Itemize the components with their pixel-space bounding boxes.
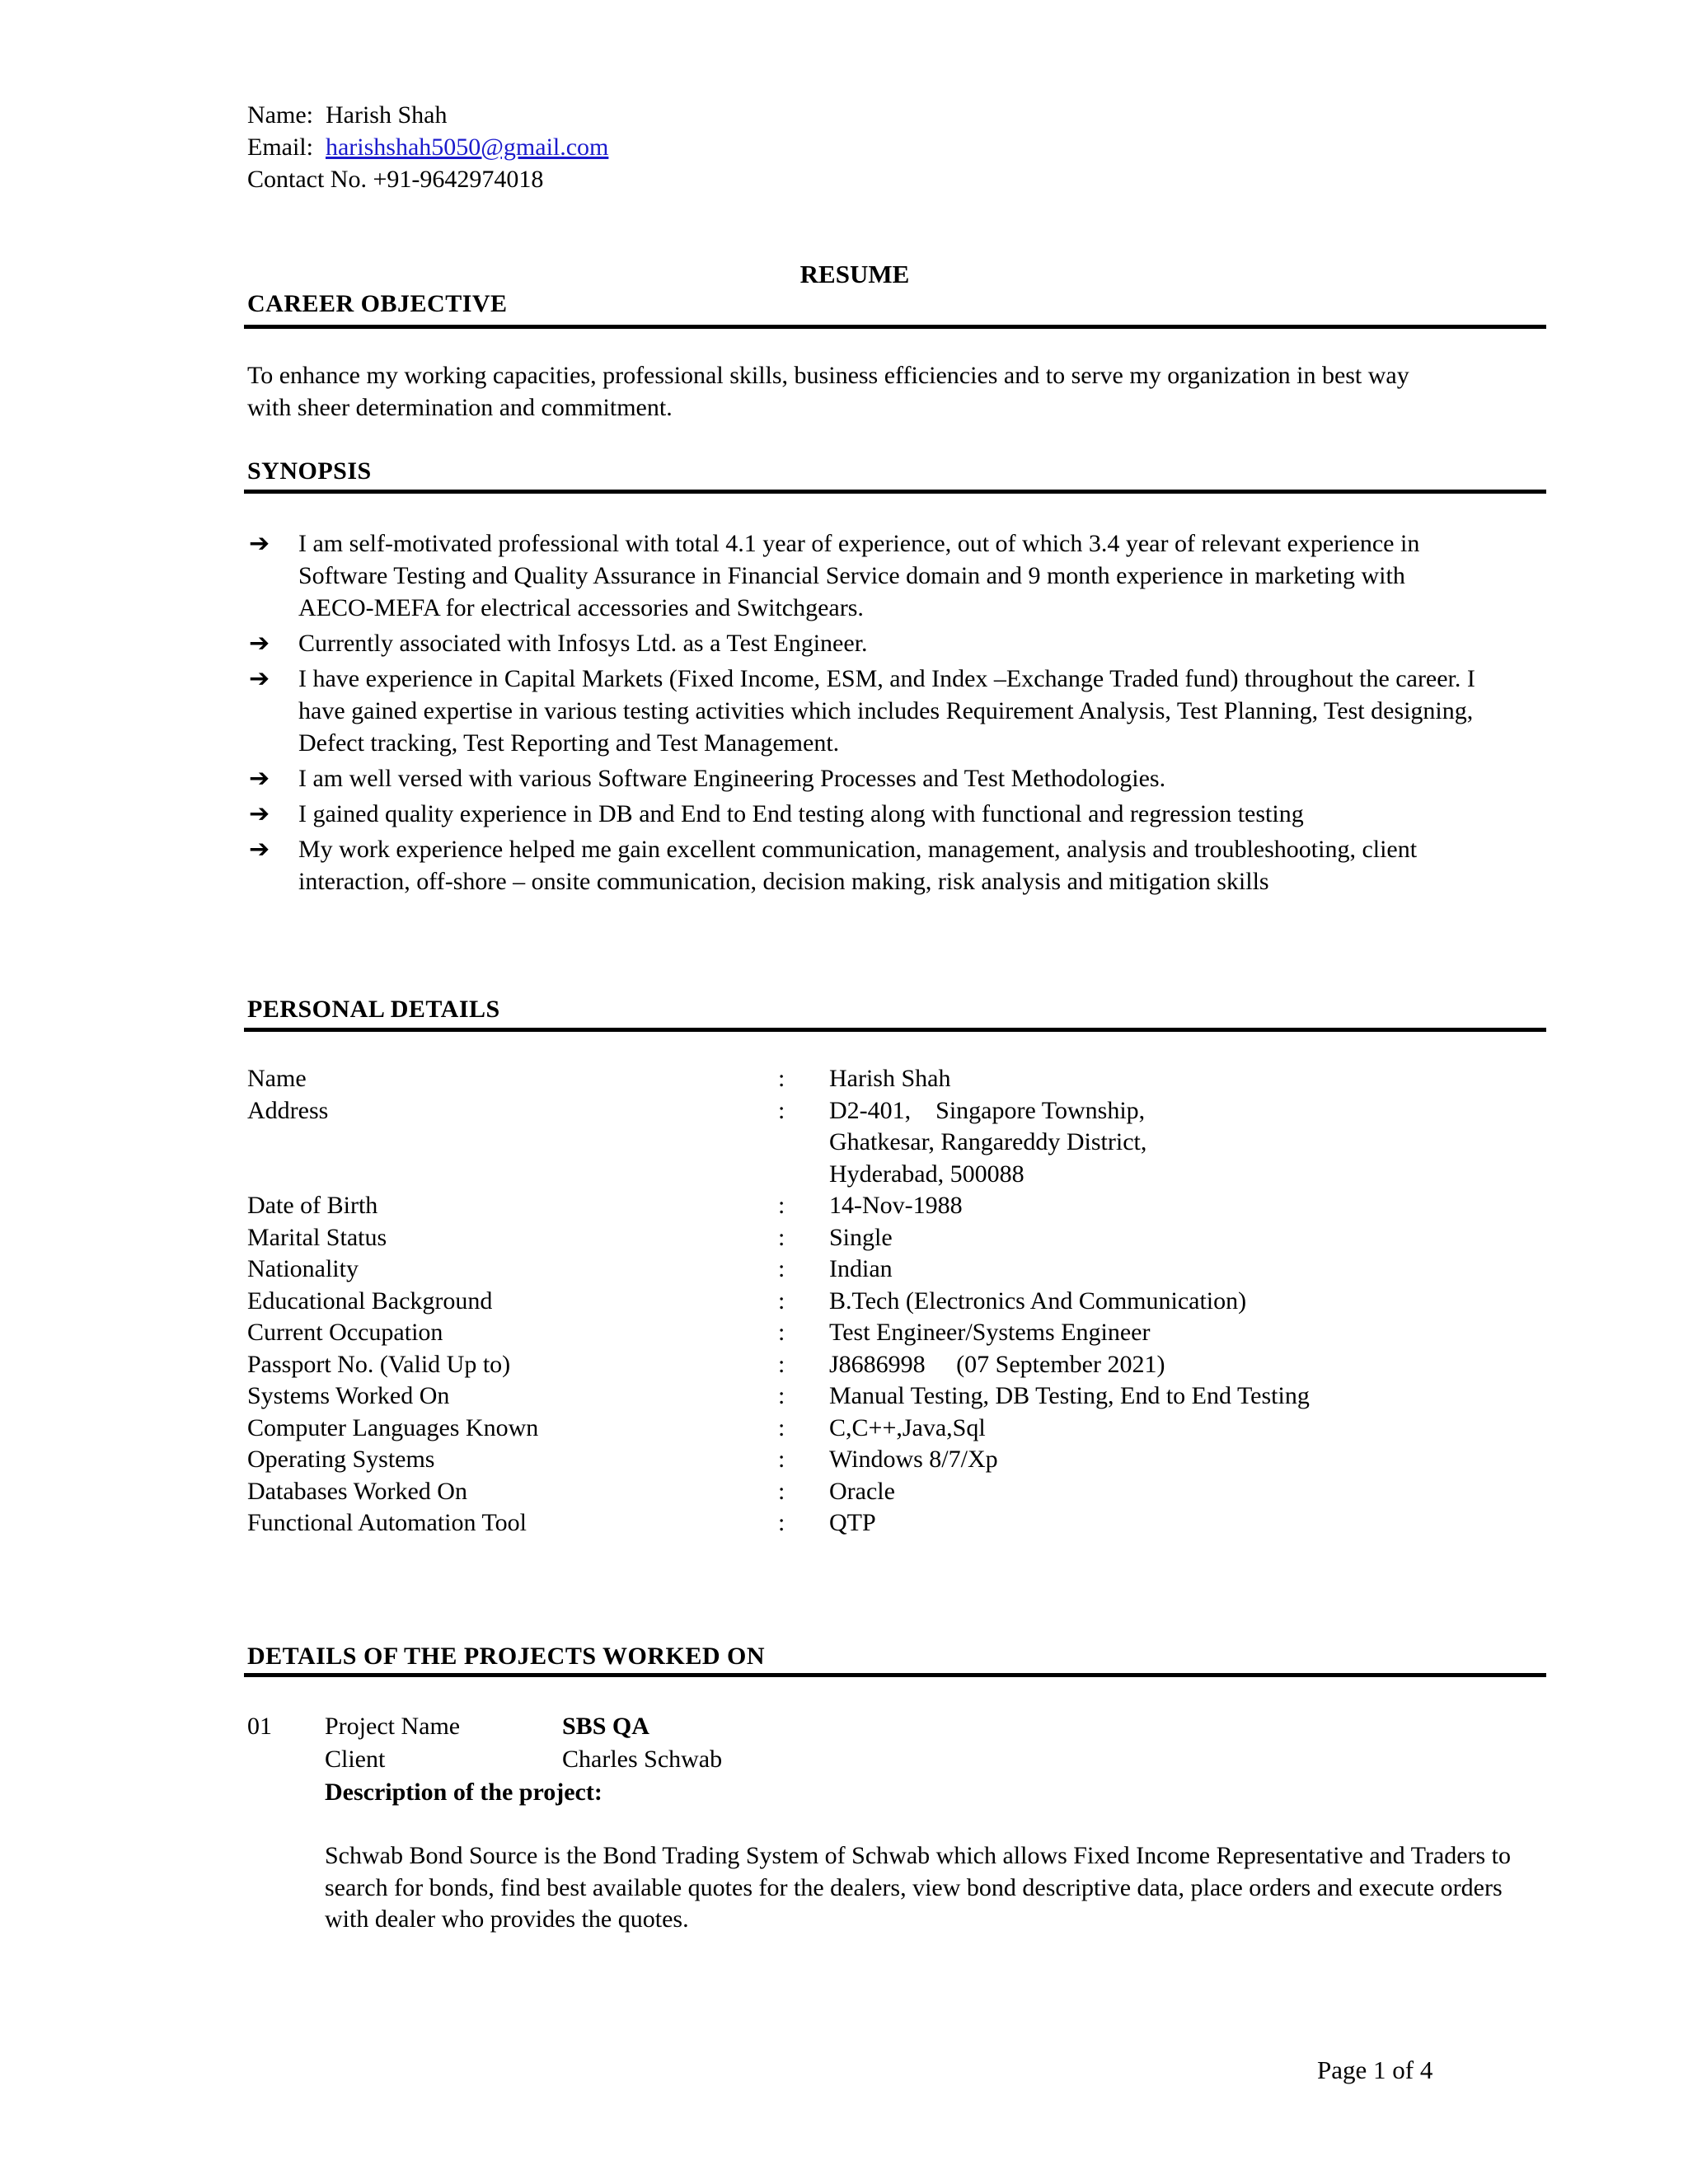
synopsis-item-text: I am self-motivated professional with total 4.1 year of experience, out of which 3.4 year of relevant experience in Software Testing and Quality Assurance in Financial Service domain and 9 month experience in marketing with AECO-MEFA for electrical accessories and Switchgears. <box>298 530 1420 621</box>
contact-email-label: Email: <box>247 134 313 161</box>
details-label: Educational Background <box>247 1286 493 1315</box>
synopsis-item-text: I am well versed with various Software Engineering Processes and Test Methodologies. <box>298 765 1166 792</box>
details-value <box>829 1190 1484 1222</box>
section-divider <box>244 490 1546 494</box>
details-label: Operating Systems <box>247 1446 435 1473</box>
details-colon: : <box>778 1350 785 1378</box>
details-value-line: Test Engineer/Systems Engineer <box>829 1319 1151 1346</box>
details-value <box>829 1507 1484 1540</box>
client-value: Charles Schwab <box>562 1746 723 1773</box>
details-value-line: Oracle <box>829 1477 895 1505</box>
details-colon: : <box>778 1192 785 1219</box>
details-colon: : <box>778 1096 785 1124</box>
details-value <box>829 1349 1484 1381</box>
details-colon: : <box>778 1286 785 1315</box>
details-value <box>829 1476 1484 1508</box>
arrow-bullet-icon: ➔ <box>249 529 270 558</box>
contact-phone-line <box>247 163 608 195</box>
project-name-value: SBS QA <box>562 1713 649 1740</box>
details-label: Date of Birth <box>247 1192 378 1219</box>
synopsis-item <box>247 663 1484 759</box>
synopsis-item <box>247 833 1484 898</box>
details-row <box>247 1476 1484 1508</box>
details-value-line: Hyderabad, 500088 <box>829 1160 1025 1188</box>
synopsis-item-text: Currently associated with Infosys Ltd. as a Test Engineer. <box>298 630 868 657</box>
details-colon: : <box>778 1382 785 1409</box>
details-label: Nationality <box>247 1255 359 1282</box>
details-label: Marital Status <box>247 1223 387 1251</box>
details-value-line: Ghatkesar, Rangareddy District, <box>829 1128 1147 1155</box>
synopsis-list <box>247 527 1484 901</box>
details-label: Functional Automation Tool <box>247 1509 528 1536</box>
email-link[interactable]: harishshah5050@gmail.com <box>325 134 609 161</box>
details-row <box>247 1413 1484 1445</box>
details-value-line: Indian <box>829 1255 893 1282</box>
details-label: Systems Worked On <box>247 1382 450 1409</box>
details-colon: : <box>778 1413 785 1441</box>
project-name-row <box>247 1710 1533 1743</box>
contact-name-line <box>247 99 608 131</box>
details-colon: : <box>778 1509 785 1536</box>
details-colon: : <box>778 1319 785 1346</box>
details-label: Databases Worked On <box>247 1477 467 1505</box>
arrow-bullet-icon: ➔ <box>249 629 270 658</box>
details-value-line: Windows 8/7/Xp <box>829 1446 998 1473</box>
details-value <box>829 1413 1484 1445</box>
contact-phone-value: +91-9642974018 <box>373 166 544 193</box>
details-row <box>247 1317 1484 1349</box>
synopsis-item <box>247 527 1484 624</box>
details-value-line: D2-401, Singapore Township, <box>829 1096 1146 1124</box>
details-value <box>829 1254 1484 1286</box>
synopsis-item <box>247 798 1484 830</box>
details-row <box>247 1190 1484 1222</box>
contact-phone-label: Contact No. <box>247 166 367 193</box>
details-value-line: Harish Shah <box>829 1065 951 1092</box>
details-row <box>247 1254 1484 1286</box>
synopsis-item <box>247 627 1484 659</box>
section-divider <box>244 1673 1546 1677</box>
synopsis-item-text: My work experience helped me gain excellent communication, management, analysis and troubleshooting, client interaction, off-shore – onsite communication, decision making, risk analysis and mitigation skills <box>298 836 1418 895</box>
details-label: Current Occupation <box>247 1319 443 1346</box>
arrow-bullet-icon: ➔ <box>249 764 270 793</box>
client-row <box>247 1743 1533 1776</box>
details-value <box>829 1063 1484 1095</box>
arrow-bullet-icon: ➔ <box>249 664 270 693</box>
details-colon: : <box>778 1446 785 1473</box>
client-label: Client <box>325 1746 386 1773</box>
details-value <box>829 1095 1484 1191</box>
details-row <box>247 1444 1484 1476</box>
personal-details-table <box>247 1063 1484 1540</box>
details-row <box>247 1507 1484 1540</box>
contact-name-value: Harish Shah <box>325 101 448 129</box>
details-colon: : <box>778 1223 785 1251</box>
page-number: Page 1 of 4 <box>1317 2055 1433 2084</box>
contact-name-label: Name: <box>247 101 313 129</box>
details-value <box>829 1317 1484 1349</box>
synopsis-heading: SYNOPSIS <box>247 457 372 485</box>
section-divider <box>244 1028 1546 1032</box>
synopsis-item-text: I gained quality experience in DB and End to End testing along with functional and regression testing <box>298 800 1304 827</box>
details-value <box>829 1380 1484 1413</box>
arrow-bullet-icon: ➔ <box>249 835 270 864</box>
project-description-heading: Description of the project: <box>325 1779 603 1806</box>
details-value-line: B.Tech (Electronics And Communication) <box>829 1286 1247 1315</box>
details-value <box>829 1444 1484 1476</box>
project-description: Schwab Bond Source is the Bond Trading System of Schwab which allows Fixed Income Representative and Traders to search for bonds, find best available quotes for the dealers, view bond descriptive data, place orders and execute orders with dealer who provides the quotes. <box>325 1842 1512 1933</box>
details-row <box>247 1286 1484 1318</box>
details-value <box>829 1222 1484 1254</box>
details-colon: : <box>778 1255 785 1282</box>
details-label: Passport No. (Valid Up to) <box>247 1350 511 1378</box>
synopsis-item-text: I have experience in Capital Markets (Fixed Income, ESM, and Index –Exchange Traded fund) throughout the career. I have gained expertise in various testing activities which includes Requirement Analysis, Test Planning, Test designing, Defect tracking, Test Reporting and Test Management. <box>298 665 1475 757</box>
arrow-bullet-icon: ➔ <box>249 799 270 828</box>
details-row <box>247 1063 1484 1095</box>
synopsis-item <box>247 762 1484 794</box>
personal-details-heading: PERSONAL DETAILS <box>247 996 500 1023</box>
details-value-line: Manual Testing, DB Testing, End to End Testing <box>829 1382 1310 1409</box>
project-number: 01 <box>247 1713 272 1740</box>
details-value-line: Single <box>829 1223 893 1251</box>
section-divider <box>244 325 1546 329</box>
projects-heading: DETAILS OF THE PROJECTS WORKED ON <box>247 1643 766 1670</box>
details-colon: : <box>778 1065 785 1092</box>
details-value-line: J8686998 (07 September 2021) <box>829 1350 1165 1378</box>
project-entry <box>247 1710 1533 1936</box>
details-colon: : <box>778 1477 785 1505</box>
contact-block <box>247 99 608 195</box>
details-row <box>247 1222 1484 1254</box>
details-value-line: 14-Nov-1988 <box>829 1192 963 1219</box>
career-objective-text: To enhance my working capacities, professional skills, business efficiencies and to serve my organization in best way with sheer determination and commitment. <box>247 362 1409 421</box>
details-value-line: C,C++,Java,Sql <box>829 1413 986 1441</box>
details-label: Address <box>247 1096 329 1124</box>
details-value-line: QTP <box>829 1509 876 1536</box>
project-name-label: Project Name <box>325 1713 461 1740</box>
details-row <box>247 1095 1484 1191</box>
contact-email-line <box>247 131 608 163</box>
resume-title: RESUME <box>799 260 910 288</box>
details-row <box>247 1380 1484 1413</box>
details-label: Name <box>247 1065 307 1092</box>
career-objective-heading: CAREER OBJECTIVE <box>247 290 508 317</box>
details-label: Computer Languages Known <box>247 1413 539 1441</box>
details-value <box>829 1286 1484 1318</box>
details-row <box>247 1349 1484 1381</box>
